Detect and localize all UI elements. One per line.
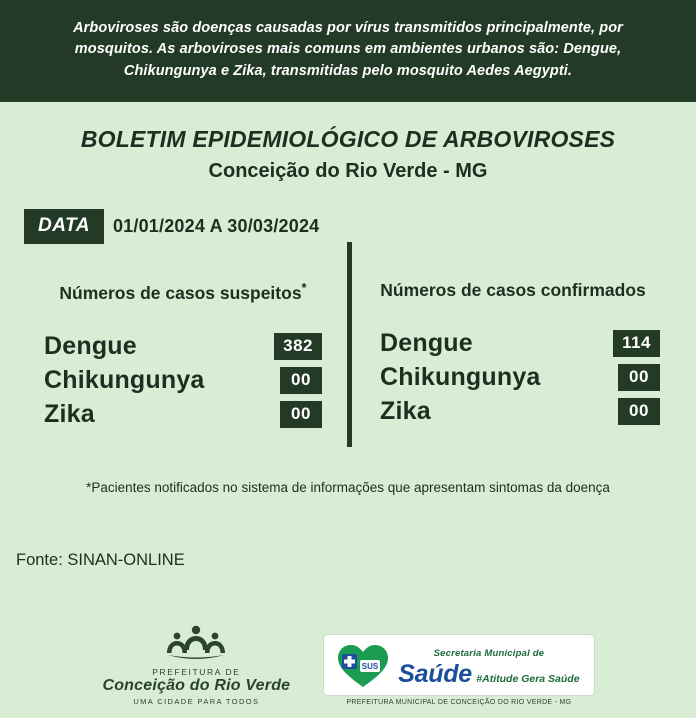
confirmed-cases-column bbox=[348, 280, 678, 434]
page-title: BOLETIM EPIDEMIOLÓGICO DE ARBOVIROSES bbox=[80, 126, 616, 153]
table-row bbox=[356, 397, 670, 426]
source-text: Fonte: SINAN-ONLINE bbox=[16, 551, 185, 570]
status-badge: 382 bbox=[274, 333, 322, 360]
status-badge: 00 bbox=[618, 398, 660, 425]
suspected-cases-column bbox=[18, 280, 348, 434]
status-badge: 00 bbox=[280, 401, 322, 428]
table-row bbox=[26, 366, 340, 395]
intro-banner-text: Arboviroses são doenças causadas por vírus transmitidos principalmente, por mosquitos. As arboviroses mais comuns em ambientes urbanos são: Dengue, Chikungunya e Zika, transmitidas pelo mosquito Aedes Aegypti. bbox=[73, 20, 623, 79]
prefeitura-logo-line3: UMA CIDADE PARA TODOS bbox=[133, 697, 260, 706]
disease-label: Chikungunya bbox=[44, 366, 205, 395]
disease-label: Zika bbox=[380, 397, 431, 426]
confirmed-cases-heading: Números de casos confirmados bbox=[380, 280, 646, 301]
date-range: 01/01/2024 A 30/03/2024 bbox=[112, 216, 320, 237]
prefeitura-logo-line2: Conceição do Rio Verde bbox=[102, 677, 291, 694]
heart-icon bbox=[336, 642, 390, 690]
saude-logo-text bbox=[398, 644, 579, 687]
confirmed-cases-list bbox=[356, 329, 670, 426]
table-row bbox=[356, 363, 670, 392]
suspected-cases-list bbox=[26, 332, 340, 429]
saude-tagline: #Atitude Gera Saúde bbox=[476, 673, 580, 686]
column-divider bbox=[347, 242, 352, 447]
status-badge: 114 bbox=[613, 330, 660, 357]
suspected-cases-asterisk: * bbox=[301, 280, 307, 296]
table-row bbox=[26, 332, 340, 361]
footnote: *Pacientes notificados no sistema de informações que apresentam sintomas da doença bbox=[86, 480, 610, 496]
saude-logo-wrap bbox=[324, 635, 593, 706]
people-icon bbox=[102, 624, 290, 665]
suspected-cases-heading bbox=[26, 280, 340, 304]
status-badge: 00 bbox=[618, 364, 660, 391]
date-label: DATA bbox=[24, 209, 104, 244]
svg-text:SUS: SUS bbox=[362, 662, 379, 671]
page-subtitle: Conceição do Rio Verde - MG bbox=[208, 160, 488, 183]
saude-secretaria-label: Secretaria Municipal de bbox=[433, 648, 545, 660]
prefeitura-logo bbox=[102, 624, 290, 706]
disease-label: Dengue bbox=[380, 329, 473, 358]
disease-label: Chikungunya bbox=[380, 363, 541, 392]
disease-label: Dengue bbox=[44, 332, 137, 361]
saude-footer-text: PREFEITURA MUNICIPAL DE CONCEIÇÃO DO RIO VERDE - MG bbox=[346, 699, 572, 706]
table-row bbox=[26, 400, 340, 429]
intro-banner bbox=[0, 0, 696, 102]
cases-columns bbox=[0, 280, 696, 434]
status-badge: 00 bbox=[280, 367, 322, 394]
footer-logos bbox=[0, 624, 696, 718]
disease-label: Zika bbox=[44, 400, 95, 429]
table-row bbox=[356, 329, 670, 358]
date-row bbox=[24, 209, 696, 244]
saude-name-label: Saúde bbox=[398, 660, 472, 689]
title-block bbox=[0, 102, 696, 183]
suspected-cases-heading-text: Números de casos suspeitos bbox=[59, 283, 302, 304]
saude-logo bbox=[324, 635, 593, 695]
prefeitura-logo-line1: PREFEITURA DE bbox=[152, 667, 241, 677]
